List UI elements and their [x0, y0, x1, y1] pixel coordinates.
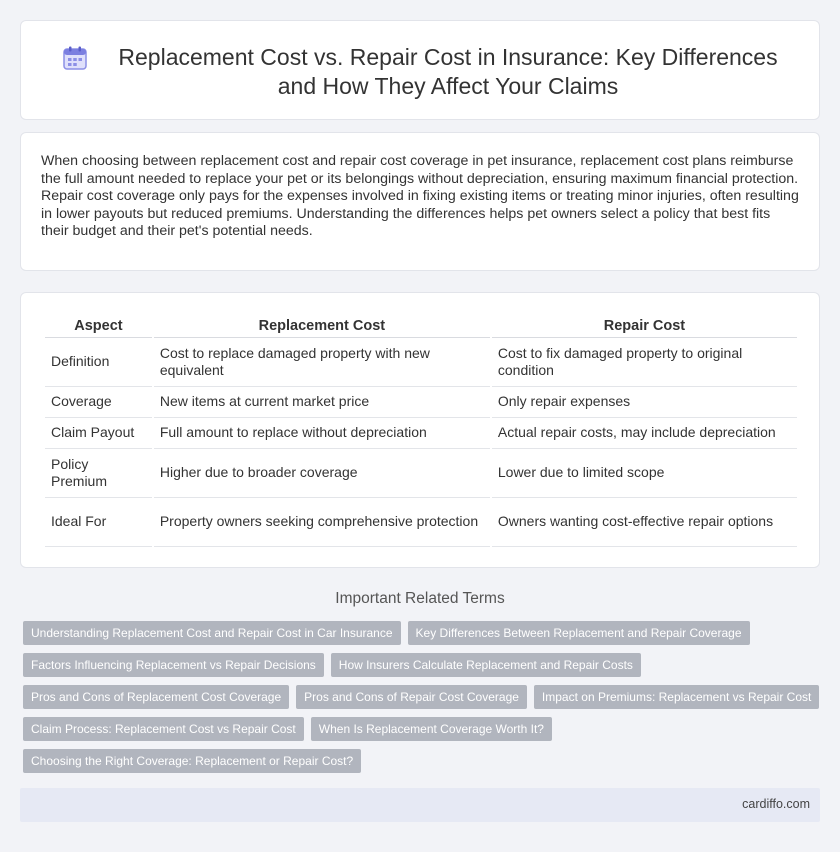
table-cell: Only repair expenses	[492, 387, 797, 418]
table-cell: Cost to replace damaged property with new equivalent	[154, 338, 490, 387]
related-term-tag[interactable]: How Insurers Calculate Replacement and Repair Costs	[331, 653, 641, 677]
table-cell: New items at current market price	[154, 387, 490, 418]
header-repair-cost: Repair Cost	[492, 317, 797, 338]
footer	[20, 788, 820, 822]
table-row	[45, 387, 797, 418]
tag-row	[23, 717, 823, 741]
calendar-icon	[62, 45, 88, 71]
related-term-tag[interactable]: When Is Replacement Coverage Worth It?	[311, 717, 552, 741]
table-header-row	[45, 317, 797, 338]
related-terms-heading: Important Related Terms	[335, 590, 505, 607]
tag-row	[23, 621, 823, 645]
intro-paragraph: When choosing between replacement cost and repair cost coverage in pet insurance, replacement cost plans reimburse the full amount needed to replace your pet or its belongings without depreciation, ensuring maximum financial protection. Repair cost coverage only pays for the expenses involved in fixing existing items or treating minor injuries, often resulting in lower payouts but reduced premiums. Understanding the differences helps pet owners select a policy that best fits their budget and their pet's potential needs.	[41, 153, 799, 240]
related-term-tag[interactable]: Impact on Premiums: Replacement vs Repair Cost	[534, 685, 819, 709]
table-cell: Higher due to broader coverage	[154, 449, 490, 498]
table-cell: Coverage	[45, 387, 152, 418]
header-replacement-cost: Replacement Cost	[154, 317, 490, 338]
table-cell: Claim Payout	[45, 418, 152, 449]
title-wrap	[61, 43, 789, 101]
table-cell: Property owners seeking comprehensive protection	[154, 498, 490, 547]
intro-card	[20, 132, 820, 271]
table-cell: Definition	[45, 338, 152, 387]
table-row	[45, 498, 797, 547]
tag-row	[23, 685, 823, 709]
table-cell: Lower due to limited scope	[492, 449, 797, 498]
comparison-table-card	[20, 292, 820, 568]
table-cell: Cost to fix damaged property to original condition	[492, 338, 797, 387]
related-term-tag[interactable]: Understanding Replacement Cost and Repair Cost in Car Insurance	[23, 621, 401, 645]
comparison-table	[43, 317, 799, 547]
table-cell: Policy Premium	[45, 449, 152, 498]
table-cell: Owners wanting cost-effective repair options	[492, 498, 797, 547]
header-card	[20, 20, 820, 120]
header-aspect: Aspect	[45, 317, 152, 338]
table-cell: Actual repair costs, may include depreciation	[492, 418, 797, 449]
table-row	[45, 338, 797, 387]
related-terms-list	[23, 621, 823, 781]
tag-row	[23, 653, 823, 677]
related-term-tag[interactable]: Choosing the Right Coverage: Replacement or Repair Cost?	[23, 749, 361, 773]
related-term-tag[interactable]: Factors Influencing Replacement vs Repair Decisions	[23, 653, 324, 677]
page-title: Replacement Cost vs. Repair Cost in Insurance: Key Differences and How They Affect Your Claims	[118, 44, 778, 99]
tag-row	[23, 749, 823, 773]
table-row	[45, 418, 797, 449]
related-term-tag[interactable]: Pros and Cons of Replacement Cost Coverage	[23, 685, 289, 709]
table-cell: Full amount to replace without depreciation	[154, 418, 490, 449]
footer-site-link[interactable]: cardiffo.com	[742, 797, 810, 811]
related-term-tag[interactable]: Key Differences Between Replacement and Repair Coverage	[408, 621, 750, 645]
table-cell: Ideal For	[45, 498, 152, 547]
table-row	[45, 449, 797, 498]
related-term-tag[interactable]: Claim Process: Replacement Cost vs Repair Cost	[23, 717, 304, 741]
related-term-tag[interactable]: Pros and Cons of Repair Cost Coverage	[296, 685, 527, 709]
